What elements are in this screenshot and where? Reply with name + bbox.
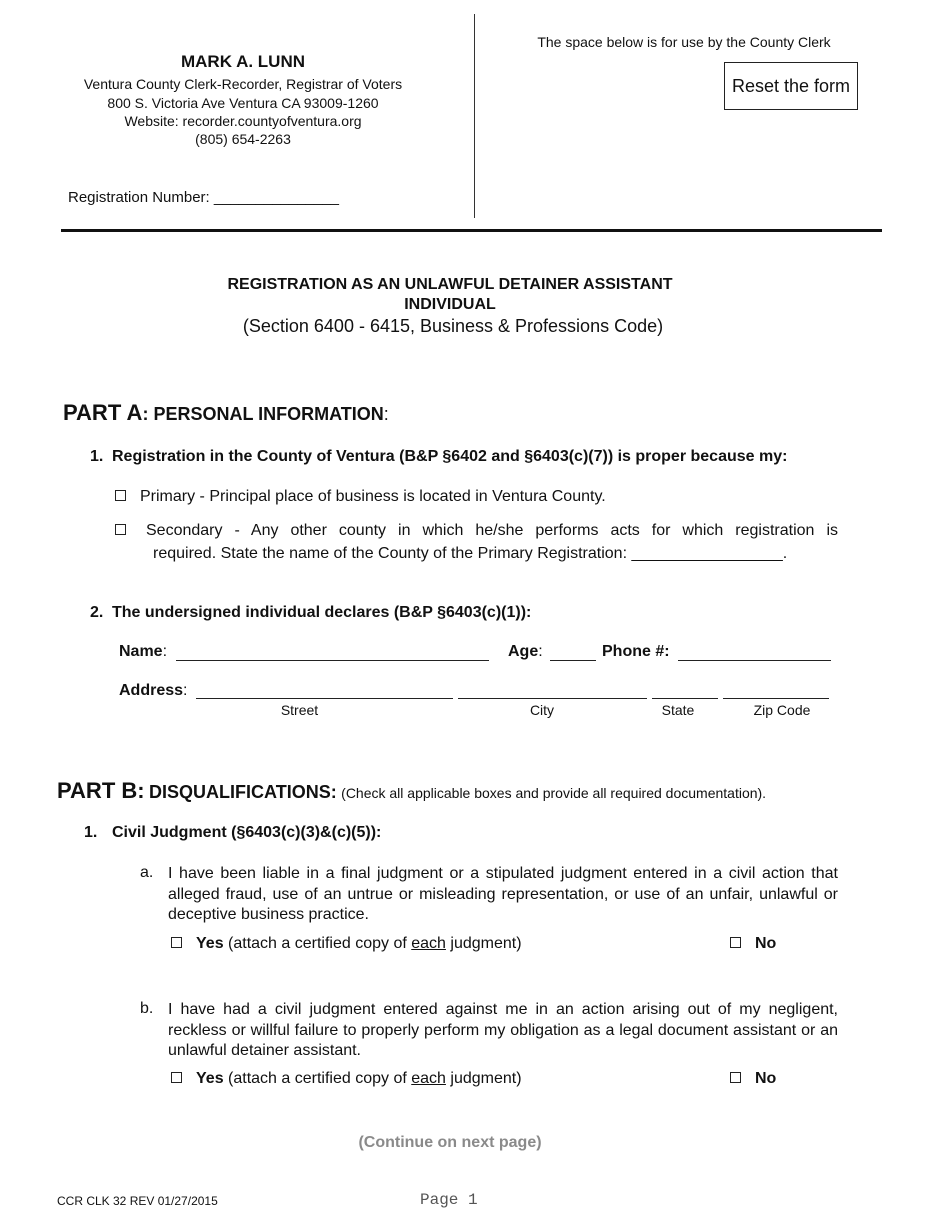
form-title-line1: REGISTRATION AS AN UNLAWFUL DETAINER ASSISTANT (227, 276, 673, 293)
item-a-yes-label: Yes (196, 935, 224, 952)
name-row (119, 643, 167, 661)
phone-label: Phone #: (602, 643, 670, 660)
part-a-q1-number: 1. (90, 448, 104, 465)
name-colon: : (162, 643, 168, 660)
item-a-no-option[interactable] (730, 935, 776, 953)
item-b-letter: b. (140, 1000, 154, 1017)
part-a-q1-text: Registration in the County of Ventura (B&P §6402 and §6403(c)(7)) is proper because my: (112, 448, 788, 465)
item-a-text: I have been liable in a final judgment or a stipulated judgment entered in a civil action that alleged fraud, use of an untrue or misleading representation, or use of an unfair, unlawful or deceptive business practice. (168, 865, 838, 923)
primary-option-label: Primary - Principal place of business is located in Ventura County. (140, 488, 606, 505)
age-row (508, 643, 543, 661)
header-rule (61, 229, 882, 232)
item-a-no-label: No (755, 935, 777, 952)
primary-checkbox[interactable] (115, 490, 126, 501)
item-a-yes-note-pre: (attach a certified copy of (223, 935, 412, 952)
part-a-label: PART A (63, 400, 143, 425)
part-b-q1-text: Civil Judgment (§6403(c)(3)&(c)(5)): (112, 824, 382, 841)
address-row (119, 682, 187, 700)
part-b-note: (Check all applicable boxes and provide all required documentation). (341, 785, 767, 801)
item-b-yes-option[interactable] (171, 1070, 522, 1088)
city-caption: City (529, 702, 555, 718)
item-b-text: I have had a civil judgment entered against me in an action arising out of my negligent, reckless or willful failure to properly perform my obligation as a legal document assistant or an unlawful detainer assistant. (168, 1001, 838, 1059)
age-label: Age (508, 643, 539, 660)
state-input-line[interactable] (652, 683, 718, 699)
age-colon: : (538, 643, 543, 660)
name-label: Name (119, 643, 163, 660)
state-caption: State (661, 702, 695, 718)
secondary-checkbox-wrap[interactable] (115, 522, 140, 540)
clerk-phone: (805) 654-2263 (195, 131, 291, 147)
part-b-label: PART B: (57, 778, 145, 803)
clerk-website: Website: recorder.countyofventura.org (124, 113, 362, 129)
item-b-yes-note-each: each (411, 1070, 446, 1087)
city-input-line[interactable] (458, 683, 647, 699)
part-a-q2-text: The undersigned individual declares (B&P §6403(c)(1)): (112, 604, 532, 621)
part-a-heading (63, 400, 389, 426)
age-input-line[interactable] (550, 644, 596, 661)
registration-number-field[interactable]: Registration Number: _______________ (68, 189, 340, 206)
item-a-letter: a. (140, 864, 154, 881)
address-colon: : (183, 682, 188, 699)
clerk-name: MARK A. LUNN (180, 52, 306, 71)
part-b-q1-number: 1. (84, 824, 98, 841)
part-a-q2-number: 2. (90, 604, 104, 621)
item-a-no-checkbox[interactable] (730, 937, 741, 948)
form-title-subtitle: (Section 6400 - 6415, Business & Professions Code) (242, 316, 664, 336)
phone-input-line[interactable] (678, 644, 831, 661)
part-a-colon: : (383, 404, 389, 424)
item-b-yes-label: Yes (196, 1070, 224, 1087)
secondary-checkbox[interactable] (115, 524, 126, 535)
item-a-yes-option[interactable] (171, 935, 522, 953)
secondary-option-line1: Secondary - Any other county in which he/she performs acts for which registration is (146, 522, 838, 539)
address-label: Address (119, 682, 184, 699)
zip-caption: Zip Code (753, 702, 811, 718)
continue-note: (Continue on next page) (358, 1134, 542, 1151)
part-b-heading (57, 778, 766, 804)
clerk-address: 800 S. Victoria Ave Ventura CA 93009-1260 (107, 95, 379, 111)
clerk-use-note: The space below is for use by the County Clerk (537, 34, 831, 50)
clerk-title: Ventura County Clerk-Recorder, Registrar of Voters (83, 76, 403, 92)
form-id: CCR CLK 32 REV 01/27/2015 (57, 1194, 218, 1208)
name-input-line[interactable] (176, 644, 489, 661)
page-number: Page 1 (420, 1191, 478, 1209)
part-b-title: DISQUALIFICATIONS: (149, 782, 337, 802)
street-caption: Street (280, 702, 319, 718)
item-b-no-option[interactable] (730, 1070, 776, 1088)
part-a-title: : PERSONAL INFORMATION (142, 404, 384, 424)
item-a-yes-checkbox[interactable] (171, 937, 182, 948)
primary-option[interactable] (115, 488, 606, 506)
item-a-yes-note-post: judgment) (445, 935, 522, 952)
item-a-yes-note-each: each (411, 935, 446, 952)
form-title-line2: INDIVIDUAL (404, 296, 496, 313)
reset-form-button[interactable]: Reset the form (724, 62, 858, 110)
secondary-option-line2[interactable]: required. State the name of the County of the Primary Registration: _________________. (153, 545, 788, 562)
item-b-no-checkbox[interactable] (730, 1072, 741, 1083)
item-b-no-label: No (755, 1070, 777, 1087)
header-divider (474, 14, 475, 218)
item-b-yes-note-pre: (attach a certified copy of (223, 1070, 412, 1087)
zip-input-line[interactable] (723, 683, 829, 699)
street-input-line[interactable] (196, 683, 453, 699)
item-b-yes-checkbox[interactable] (171, 1072, 182, 1083)
item-b-yes-note-post: judgment) (445, 1070, 522, 1087)
